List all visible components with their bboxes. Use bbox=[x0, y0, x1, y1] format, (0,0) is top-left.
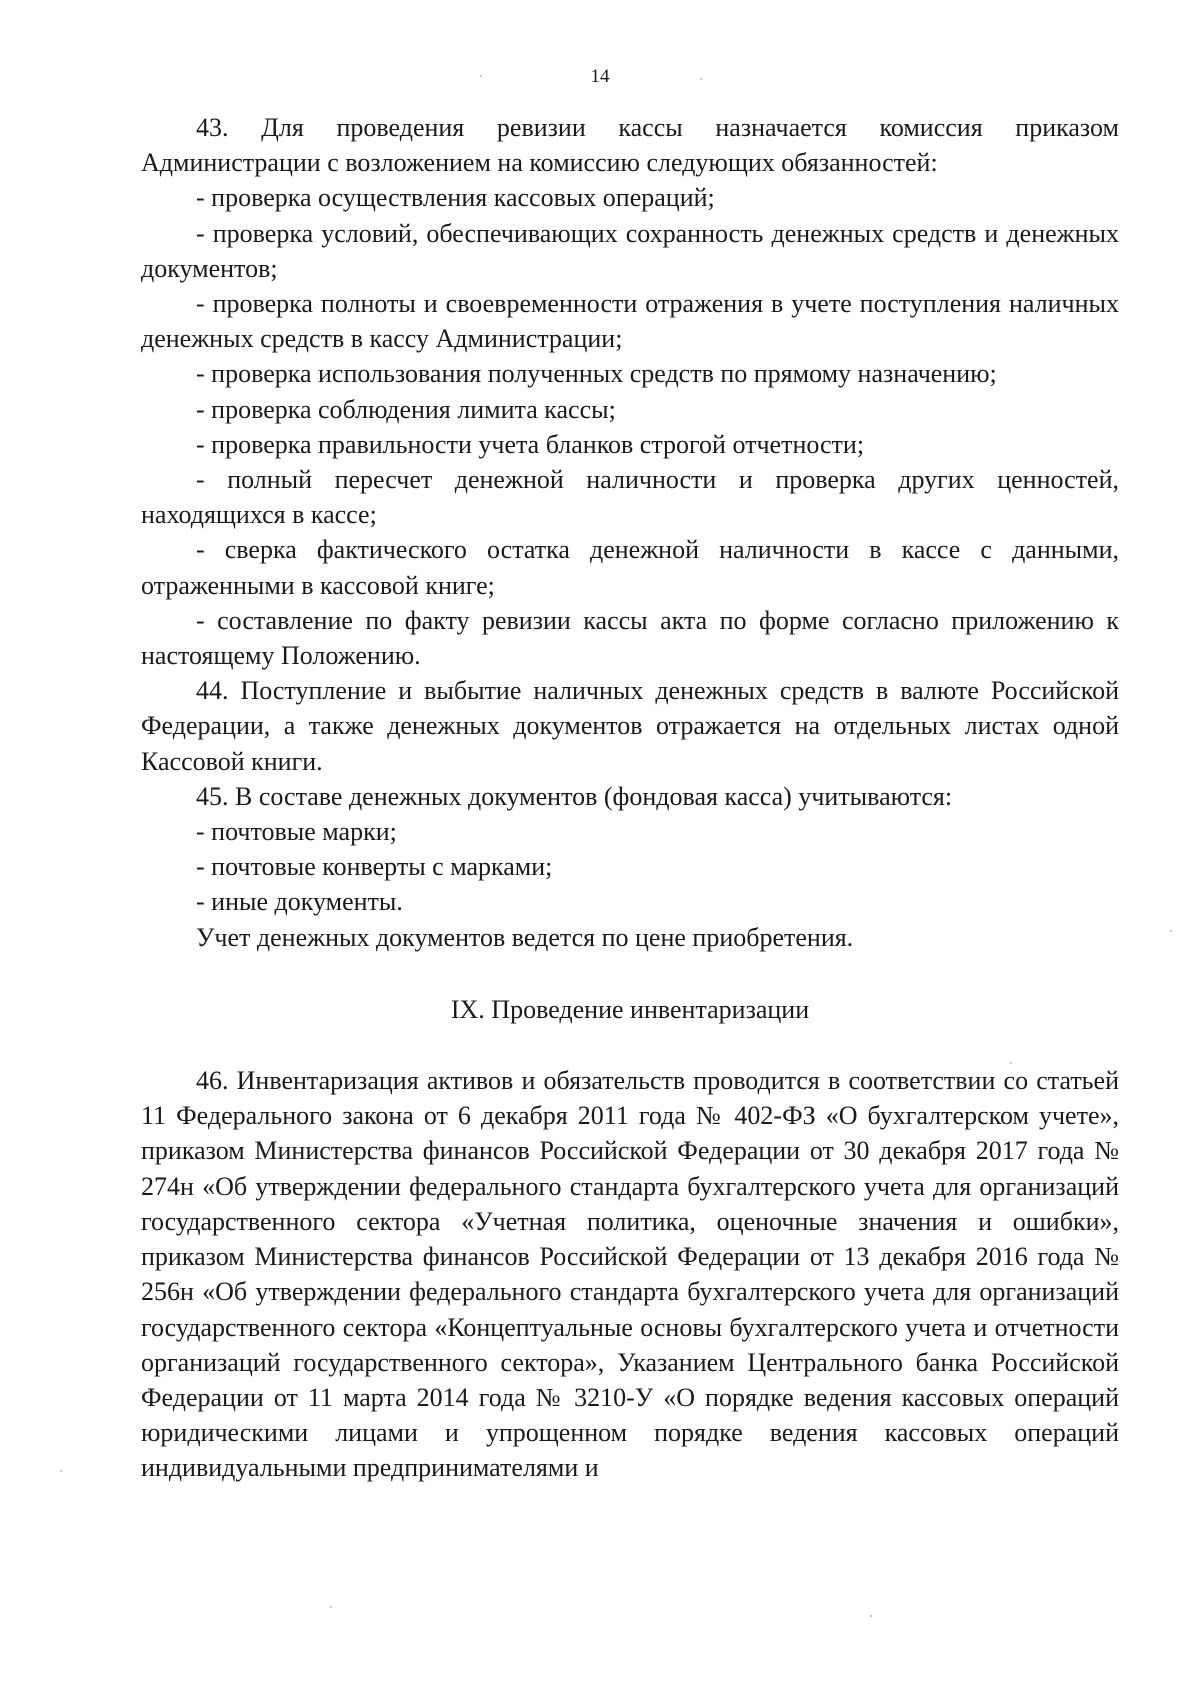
scan-noise bbox=[1010, 1062, 1012, 1064]
paragraph-46: 46. Инвентаризация активов и обязательств проводится в соответствии со статьей 11 Федерального закона от 6 декабря 2011 года № 402-ФЗ «О бухгалтерском учете», приказом Министерства финансов Российской Федерации от 30 декабря 2017 года № 274н «Об утверждении федерального стандарта бухгалтерского учета для организаций государственного сектора «Учетная политика, оценочные значения и ошибки», приказом Министерства финансов Российской Федерации от 13 декабря 2016 года № 256н «Об утверждении федерального стандарта бухгалтерского учета для организаций государственного сектора «Концептуальные основы бухгалтерского учета и отчетности организаций государственного сектора», Указанием Центрального банка Российской Федерации от 11 марта 2014 года № 3210-У «О порядке ведения кассовых операций юридическими лицами и упрощенном порядке ведения кассовых операций индивидуальными предпринимателями и bbox=[141, 1066, 1119, 1483]
paragraph-43: 43. Для проведения ревизии кассы назначается комиссия приказом Администрации с возложением на комиссию следующих обязанностей: bbox=[141, 113, 1119, 178]
paragraph-45: 45. В составе денежных документов (фондовая касса) учитываются: bbox=[196, 781, 953, 811]
list-item: - проверка условий, обеспечивающих сохранность денежных средств и денежных документов; bbox=[141, 218, 1119, 283]
list-item: - проверка соблюдения лимита кассы; bbox=[196, 394, 616, 424]
paragraph-44: 44. Поступление и выбытие наличных денежных средств в валюте Российской Федерации, а также денежных документов отражается на отдельных листах одной Кассовой книги. bbox=[141, 676, 1119, 776]
list-item: - иные документы. bbox=[196, 887, 403, 917]
section-after bbox=[141, 1063, 1119, 1485]
list-item: - составление по факту ревизии кассы акта по форме согласно приложению к настоящему Положению. bbox=[141, 605, 1119, 671]
scan-noise bbox=[870, 1615, 872, 1617]
list-item: - почтовые конверты с марками; bbox=[196, 852, 553, 882]
section-before bbox=[141, 110, 1119, 955]
scan-noise bbox=[700, 78, 702, 80]
list-item: - сверка фактического остатка денежной наличности в кассе с данными, отраженными в кассовой книге; bbox=[141, 535, 1119, 600]
paragraph-note: Учет денежных документов ведется по цене приобретения. bbox=[196, 922, 854, 952]
page-number: 14 bbox=[590, 66, 610, 87]
list-item: - полный пересчет денежной наличности и проверка других ценностей, находящихся в кассе; bbox=[141, 465, 1119, 530]
scan-noise bbox=[1170, 930, 1172, 932]
list-item: - проверка полноты и своевременности отражения в учете поступления наличных денежных средств в кассу Администрации; bbox=[141, 289, 1119, 354]
list-item: - проверка использования полученных средств по прямому назначению; bbox=[196, 359, 997, 389]
section-heading: IX. Проведение инвентаризации bbox=[450, 994, 810, 1024]
scan-noise bbox=[480, 75, 482, 77]
list-item: - проверка правильности учета бланков строгой отчетности; bbox=[196, 429, 865, 459]
document-body bbox=[141, 110, 1119, 1486]
list-item: - проверка осуществления кассовых операций; bbox=[196, 183, 715, 213]
list-item: - почтовые марки; bbox=[196, 817, 397, 847]
scan-noise bbox=[330, 1606, 332, 1608]
scan-noise bbox=[60, 1470, 62, 1472]
